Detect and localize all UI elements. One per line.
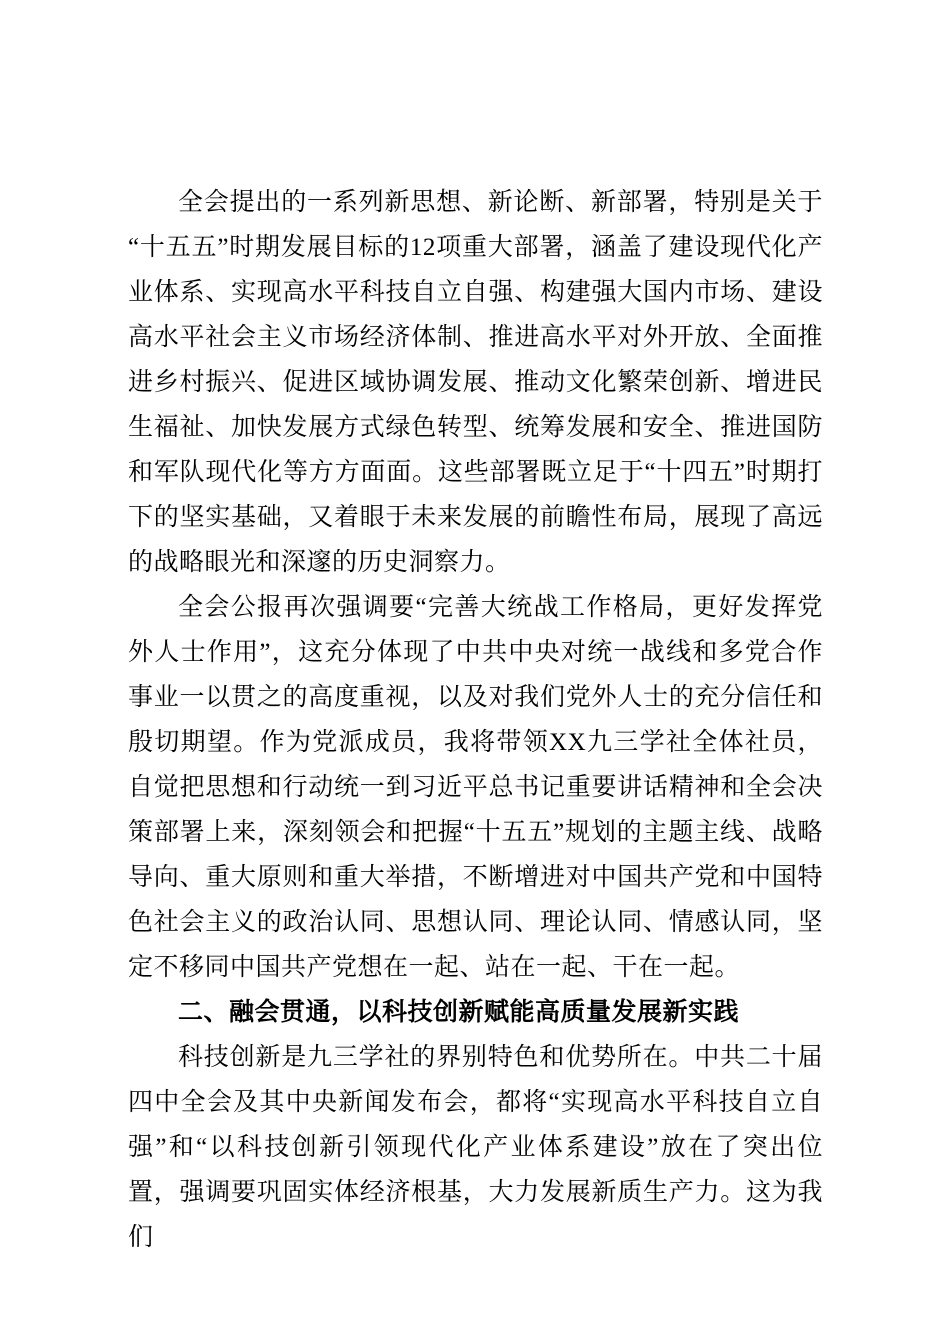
paragraph-sci-tech-innovation: 科技创新是九三学社的界别特色和优势所在。中共二十届四中全会及其中央新闻发布会，都将“实现高水平科技自立自强”和“以科技创新引领现代化产业体系建设”放在了突出位置，强调要巩固实体经济根基，大力发展新质生产力。这为我们: [128, 1044, 823, 1251]
paragraph-deployments: 全会提出的一系列新思想、新论断、新部署，特别是关于“十五五”时期发展目标的12项重大部署，涵盖了建设现代化产业体系、实现高水平科技自立自强、构建强大国内市场、建设高水平社会主义市场经济体制、推进高水平对外开放、全面推进乡村振兴、促进区域协调发展、推动文化繁荣创新、增进民生福祉、加快发展方式绿色转型、统筹发展和安全、推进国防和军队现代化等方方面面。这些部署既立足于“十四五”时期打下的坚实基础，又着眼于未来发展的前瞻性布局，展现了高远的战略眼光和深邃的历史洞察力。: [128, 189, 823, 576]
paragraph-united-front: 全会公报再次强调要“完善大统战工作格局，更好发挥党外人士作用”，这充分体现了中共中央对统一战线和多党合作事业一以贯之的高度重视，以及对我们党外人士的充分信任和殷切期望。作为党派成员，我将带领XX九三学社全体社员，自觉把思想和行动统一到习近平总书记重要讲话精神和全会决策部署上来，深刻领会和把握“十五五”规划的主题主线、战略导向、重大原则和重大举措，不断增进对中国共产党和中国特色社会主义的政治认同、思想认同、理论认同、情感认同，坚定不移同中国共产党想在一起、站在一起、干在一起。: [128, 594, 823, 981]
section-heading-2: 二、融会贯通，以科技创新赋能高质量发展新实践: [178, 999, 740, 1026]
